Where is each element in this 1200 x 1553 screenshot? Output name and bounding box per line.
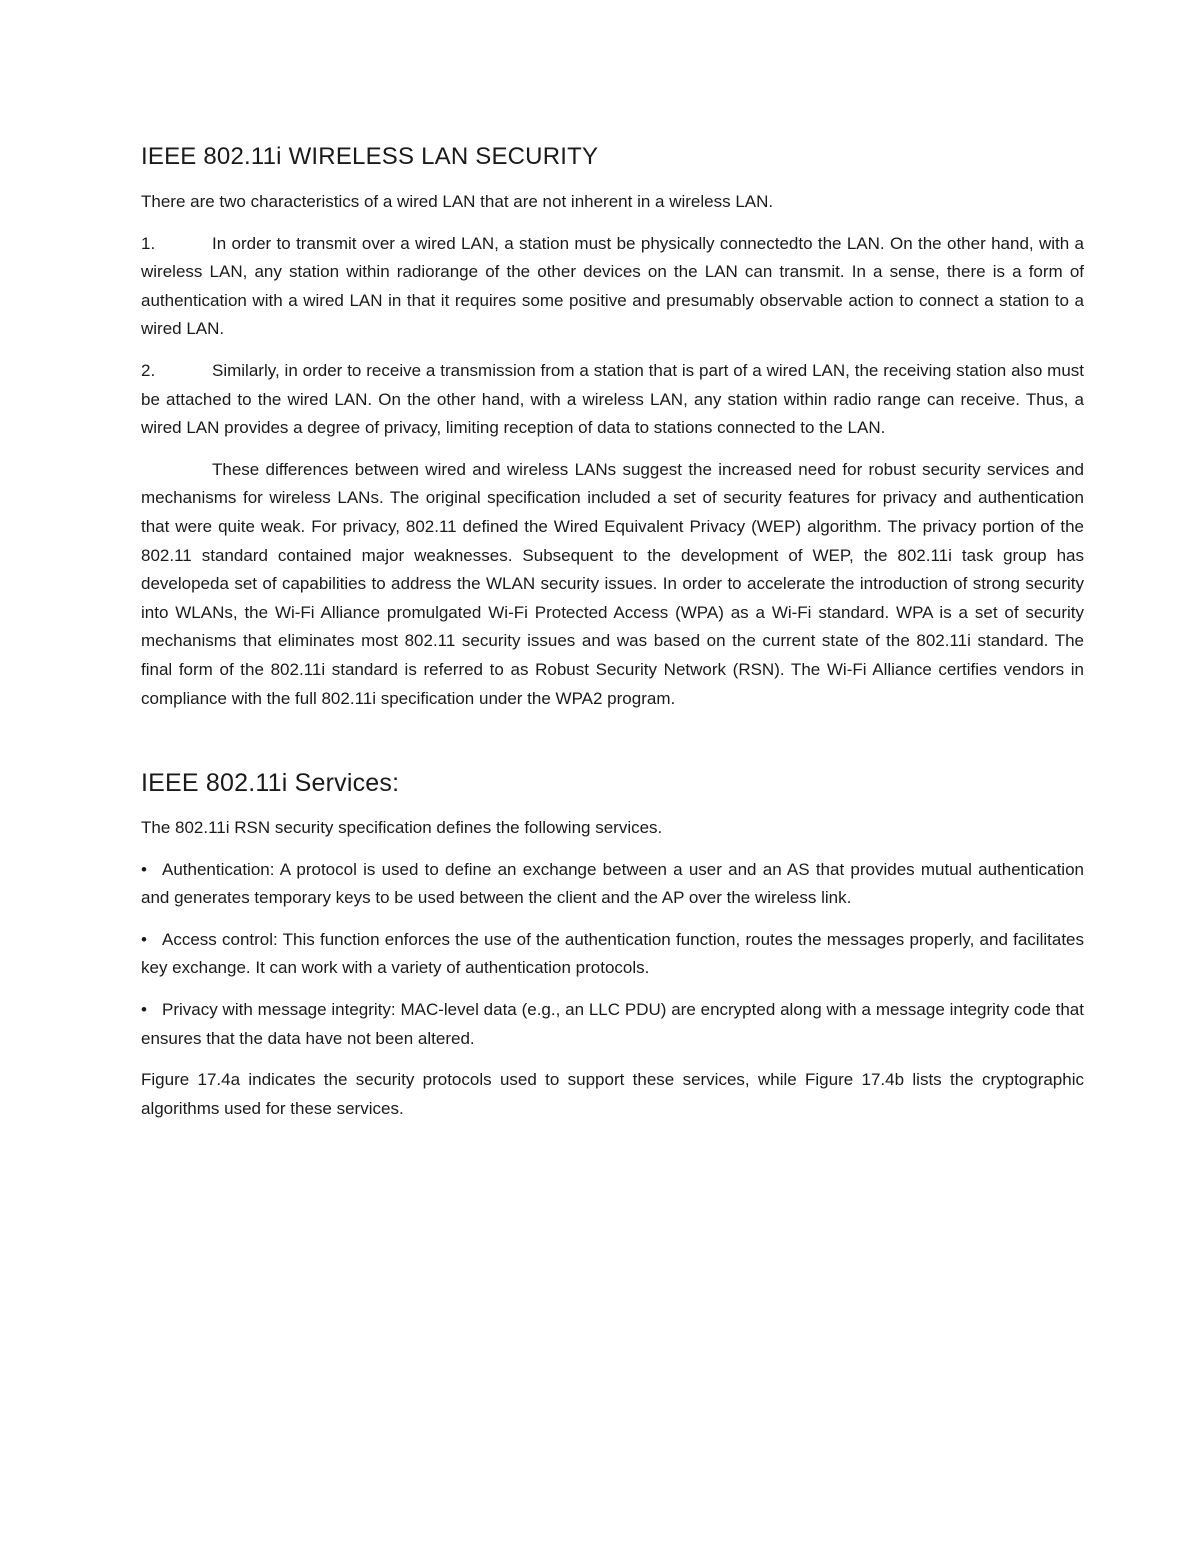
- bullet-icon: •: [141, 929, 147, 949]
- point-2-number: 2.: [141, 360, 156, 380]
- point-2-paragraph: [141, 357, 1084, 443]
- service-authentication-text: Authentication: A protocol is used to define an exchange between a user and an AS that provides mutual authentication and generates temporary keys to be used between the client and the AP over the wireless link.: [141, 859, 1084, 908]
- figure-note-paragraph: Figure 17.4a indicates the security protocols used to support these services, while Figure 17.4b lists the cryptographic algorithms used for these services.: [141, 1070, 1084, 1118]
- service-privacy: [141, 996, 1084, 1053]
- point-2-text: Similarly, in order to receive a transmission from a station that is part of a wired LAN, the receiving station also must be attached to the wired LAN. On the other hand, with a wireless LAN, any station within radio range can receive. Thus, a wired LAN provides a degree of privacy, limiting reception of data to stations connected to the LAN.: [141, 360, 1084, 438]
- services-heading: IEEE 802.11i Services:: [141, 769, 400, 798]
- service-authentication: [141, 856, 1084, 913]
- bullet-icon: •: [141, 859, 147, 879]
- point-1-number: 1.: [141, 233, 156, 253]
- services-intro: The 802.11i RSN security specification defines the following services.: [141, 818, 663, 838]
- intro-paragraph: There are two characteristics of a wired LAN that are not inherent in a wireless LAN.: [141, 192, 774, 211]
- service-privacy-text: Privacy with message integrity: MAC-level data (e.g., an LLC PDU) are encrypted along with a message integrity code that ensures that the data have not been altered.: [141, 1000, 1084, 1048]
- differences-paragraph: These differences between wired and wireless LANs suggest the increased need for robust security services and mechanisms for wireless LANs. The original specification included a set of security features for privacy and authentication that were quite weak. For privacy, 802.11 defined the Wired Equivalent Privacy (WEP) algorithm. The privacy portion of the 802.11 standard contained major weaknesses. Subsequent to the development of WEP, the 802.11i task group has developeda set of capabilities to address the WLAN security issues. In order to accelerate the introduction of strong security into WLANs, the Wi-Fi Alliance promulgated Wi-Fi Protected Access (WPA) as a Wi-Fi standard. WPA is a set of security mechanisms that eliminates most 802.11 security issues and was based on the current state of the 802.11i standard. The final form of the 802.11i standard is referred to as Robust Security Network (RSN). The Wi-Fi Alliance certifies vendors in compliance with the full 802.11i specification under the WPA2 program.: [141, 459, 1084, 708]
- service-access-control-text: Access control: This function enforces the use of the authentication function, routes the messages properly, and facilitates key exchange. It can work with a variety of authentication protocols.: [141, 929, 1084, 978]
- section-spacer: [141, 726, 1084, 766]
- bullet-icon: •: [141, 1000, 147, 1020]
- service-access-control: [141, 926, 1084, 983]
- point-1-text: In order to transmit over a wired LAN, a station must be physically connectedto the LAN. On the other hand, with a wireless LAN, any station within radiorange of the other devices on the LAN can transmit. In a sense, there is a form of authentication with a wired LAN in that it requires some positive and presumably observable action to connect a station to a wired LAN.: [141, 233, 1084, 339]
- point-1-paragraph: [141, 230, 1084, 344]
- document-page: [141, 140, 1084, 1136]
- page-title: IEEE 802.11i WIRELESS LAN SECURITY: [141, 143, 599, 170]
